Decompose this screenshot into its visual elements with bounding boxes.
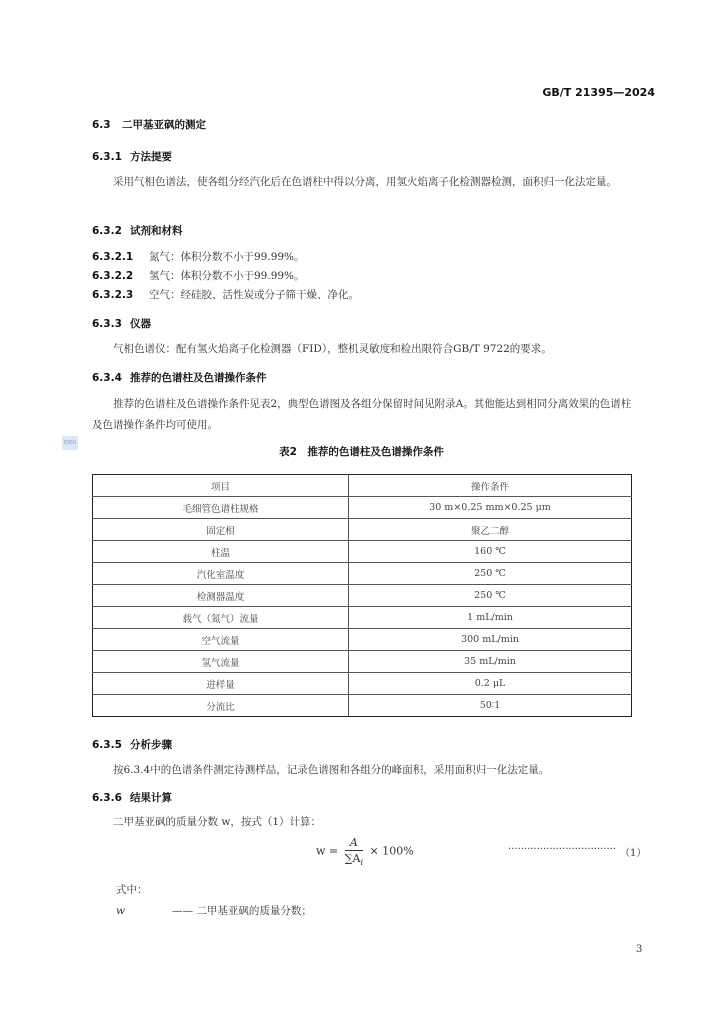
section-title: 试剂和材料 bbox=[130, 225, 183, 237]
table-row bbox=[93, 563, 632, 585]
table-cell: 30 m×0.25 mm×0.25 μm bbox=[349, 497, 632, 519]
table-cell: 氢气流量 bbox=[93, 651, 349, 673]
table-row bbox=[93, 519, 632, 541]
variable-definition bbox=[116, 901, 312, 922]
section-number: 6.3.5 bbox=[92, 739, 122, 751]
procedure-paragraph: 按6.3.4中的色谱条件测定待测样品，记录色谱图和各组分的峰面积，采用面积归一化法定量。 bbox=[113, 764, 550, 776]
formula-tail: × 100% bbox=[369, 844, 414, 858]
table-cell: 固定相 bbox=[93, 519, 349, 541]
section-title: 二甲基亚砜的测定 bbox=[122, 119, 206, 131]
chromatography-paragraph: 推荐的色谱柱及色谱操作条件见表2，典型色谱图及各组分保留时间见附录A。其他能达到相同分离效果的色谱柱及色谱操作条件均可使用。 bbox=[92, 398, 632, 431]
reagent-item bbox=[92, 268, 305, 283]
reagent-item bbox=[92, 249, 305, 264]
section-6-3-heading bbox=[92, 117, 206, 132]
table-cell: 1 mL/min bbox=[349, 607, 632, 629]
table-cell: 检测器温度 bbox=[93, 585, 349, 607]
table-cell: 汽化室温度 bbox=[93, 563, 349, 585]
conditions-table bbox=[92, 474, 632, 717]
reagent-item bbox=[92, 287, 359, 302]
formula-label: （1） bbox=[620, 848, 647, 859]
table-row bbox=[93, 497, 632, 519]
table-cell: 250 ℃ bbox=[349, 563, 632, 585]
table-header-cell: 操作条件 bbox=[349, 475, 632, 497]
section-number: 6.3 bbox=[92, 119, 111, 131]
table-row bbox=[93, 629, 632, 651]
standard-code: GB/T 21395—2024 bbox=[542, 86, 655, 99]
table-row bbox=[93, 695, 632, 717]
section-6-3-6-heading bbox=[92, 790, 172, 805]
mass-fraction-formula bbox=[316, 836, 414, 867]
section-title: 方法提要 bbox=[130, 151, 172, 163]
formula-lhs: w = bbox=[316, 844, 339, 858]
formula-denominator: $\sum A_i$ bbox=[344, 852, 363, 868]
variable-description: —— 二甲基亚砜的质量分数； bbox=[172, 905, 312, 917]
table-cell: 毛细管色谱柱规格 bbox=[93, 497, 349, 519]
table-cell: 50∶1 bbox=[349, 695, 632, 717]
page-number: 3 bbox=[636, 944, 643, 955]
calculation-intro: 二甲基亚砜的质量分数 w，按式（1）计算： bbox=[113, 816, 322, 828]
variable-symbol: w bbox=[116, 905, 125, 917]
table-cell: 160 ℃ bbox=[349, 541, 632, 563]
table-header-row bbox=[93, 475, 632, 497]
formula-fraction bbox=[345, 836, 363, 867]
table-cell: 分流比 bbox=[93, 695, 349, 717]
table-cell: 250 ℃ bbox=[349, 585, 632, 607]
section-6-3-5-heading bbox=[92, 737, 172, 752]
table-cell: 300 mL/min bbox=[349, 629, 632, 651]
item-number: 6.3.2.2 bbox=[92, 270, 134, 282]
table-cell: 35 mL/min bbox=[349, 651, 632, 673]
formula-numerator: A bbox=[345, 836, 363, 851]
section-title: 仪器 bbox=[130, 318, 151, 330]
method-summary-paragraph: 采用气相色谱法，使各组分经汽化后在色谱柱中得以分离，用氢火焰离子化检测器检测，面积归一化法定量。 bbox=[113, 176, 617, 188]
table-row bbox=[93, 673, 632, 695]
section-title: 推荐的色谱柱及色谱操作条件 bbox=[130, 372, 267, 384]
table-row bbox=[93, 651, 632, 673]
item-text: 氢气：体积分数不小于99.99%。 bbox=[149, 270, 305, 282]
item-number: 6.3.2.3 bbox=[92, 289, 134, 301]
instrument-paragraph: 气相色谱仪：配有氢火焰离子化检测器（FID），整机灵敏度和检出限符合GB/T 9722的要求。 bbox=[113, 343, 552, 355]
section-title: 结果计算 bbox=[130, 792, 172, 804]
table-cell: 载气（氮气）流量 bbox=[93, 607, 349, 629]
table-row bbox=[93, 541, 632, 563]
section-number: 6.3.1 bbox=[92, 151, 122, 163]
section-number: 6.3.2 bbox=[92, 225, 122, 237]
table-cell: 柱温 bbox=[93, 541, 349, 563]
table-header-cell: 项目 bbox=[93, 475, 349, 497]
formula-leader-dots: ·································· bbox=[508, 844, 617, 855]
table-cell: 聚乙二醇 bbox=[349, 519, 632, 541]
section-number: 6.3.6 bbox=[92, 792, 122, 804]
table-row bbox=[93, 585, 632, 607]
table-row bbox=[93, 607, 632, 629]
section-title: 分析步骤 bbox=[130, 739, 172, 751]
section-6-3-3-heading bbox=[92, 316, 151, 331]
item-number: 6.3.2.1 bbox=[92, 251, 134, 263]
table-cell: 空气流量 bbox=[93, 629, 349, 651]
section-6-3-1-heading bbox=[92, 149, 172, 164]
table-cell: 0.2 μL bbox=[349, 673, 632, 695]
item-text: 氮气：体积分数不小于99.99%。 bbox=[149, 251, 305, 263]
section-number: 6.3.3 bbox=[92, 318, 122, 330]
section-6-3-4-heading bbox=[92, 370, 267, 385]
section-6-3-2-heading bbox=[92, 223, 183, 238]
page-marker-icon: IDEO bbox=[62, 436, 78, 450]
item-text: 空气：经硅胶、活性炭或分子筛干燥、净化。 bbox=[149, 289, 359, 301]
section-number: 6.3.4 bbox=[92, 372, 122, 384]
where-label: 式中： bbox=[116, 884, 148, 896]
table-cell: 进样量 bbox=[93, 673, 349, 695]
table-caption: 表2 推荐的色谱柱及色谱操作条件 bbox=[279, 446, 444, 458]
